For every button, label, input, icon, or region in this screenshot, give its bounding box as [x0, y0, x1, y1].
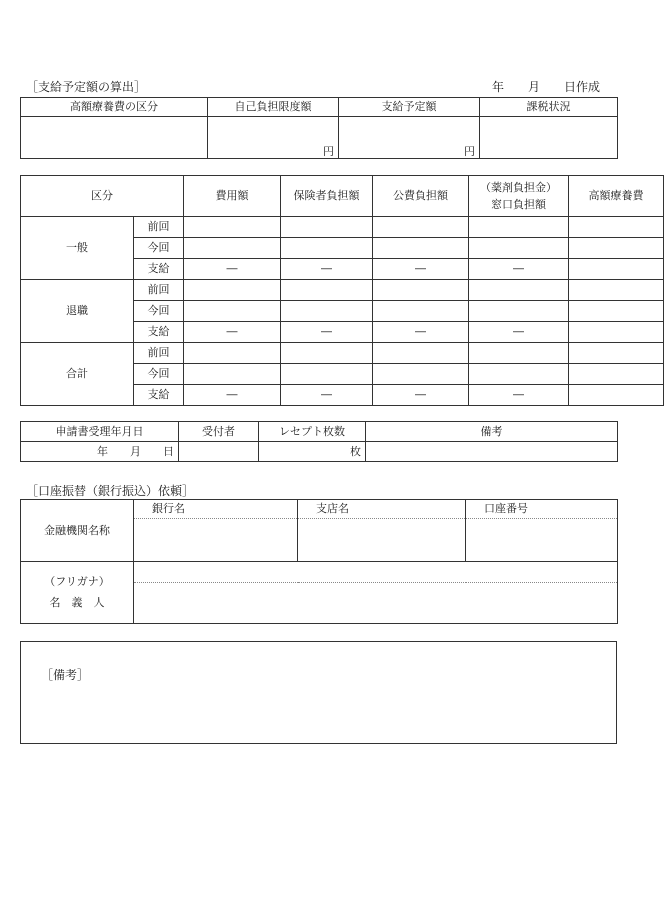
amount-table [20, 175, 664, 406]
digit-cell[interactable] [569, 364, 664, 385]
institution-label: 金融機関名称 [21, 500, 134, 562]
dash-cell: ― [281, 322, 373, 343]
digit-cell[interactable] [469, 238, 569, 259]
digit-cell[interactable] [569, 301, 664, 322]
row-label: 前回 [134, 343, 184, 364]
receipt-table [20, 421, 618, 462]
holder-label: 名 義 人 [49, 595, 105, 609]
limit-cell[interactable] [208, 117, 339, 159]
category-cell[interactable] [21, 117, 208, 159]
remarks-box[interactable] [20, 641, 617, 744]
digit-cell[interactable] [281, 364, 373, 385]
header-insurer: 保険者負担額 [281, 176, 373, 217]
digit-cell[interactable] [569, 238, 664, 259]
header-scheduled: 支給予定額 [339, 98, 480, 117]
header-limit: 自己負担限度額 [208, 98, 339, 117]
digit-cell[interactable] [184, 217, 281, 238]
dash-cell: ― [184, 322, 281, 343]
digit-cell[interactable] [184, 280, 281, 301]
tax-cell[interactable] [480, 117, 618, 159]
bank-name-label: 銀行名 [134, 500, 298, 519]
receipt-count-cell[interactable]: 枚 [259, 442, 366, 462]
row-label: 前回 [134, 217, 184, 238]
digit-cell[interactable] [281, 217, 373, 238]
holder-input[interactable] [134, 583, 618, 624]
scheduled-cell[interactable] [339, 117, 480, 159]
row-label: 今回 [134, 238, 184, 259]
notes-cell[interactable] [366, 442, 618, 462]
account-no-label: 口座番号 [466, 500, 618, 519]
digit-cell[interactable] [184, 301, 281, 322]
digit-cell[interactable] [373, 238, 469, 259]
bank-name-input[interactable] [134, 519, 298, 562]
digit-cell[interactable] [373, 301, 469, 322]
header-high-cost: 高額療養費 [569, 176, 664, 217]
group-label: 合計 [21, 343, 134, 406]
dash-cell: ― [373, 322, 469, 343]
creation-date: 年 月 日作成 [492, 80, 601, 94]
header-counter-line2: 窓口負担額 [491, 198, 546, 211]
digit-cell[interactable] [469, 364, 569, 385]
receipt-date-cell[interactable]: 年 月 日 [21, 442, 179, 462]
digit-cell[interactable] [469, 217, 569, 238]
dash-cell: ― [373, 385, 469, 406]
header-category: 高額療養費の区分 [21, 98, 208, 117]
digit-cell[interactable] [281, 343, 373, 364]
digit-cell[interactable] [281, 301, 373, 322]
remarks-label: ［備考］ [41, 668, 90, 682]
receiver-cell[interactable] [179, 442, 259, 462]
digit-cell[interactable] [569, 322, 664, 343]
dash-cell: ― [373, 259, 469, 280]
header-receipt-date: 申請書受理年月日 [21, 422, 179, 442]
row-label: 支給 [134, 385, 184, 406]
header-receiver: 受付者 [179, 422, 259, 442]
branch-name-input[interactable] [298, 519, 466, 562]
dash-cell: ― [469, 259, 569, 280]
holder-label-cell [21, 562, 134, 624]
group-label: 退職 [21, 280, 134, 343]
benefit-table [20, 97, 618, 159]
row-label: 支給 [134, 322, 184, 343]
row-label: 支給 [134, 259, 184, 280]
yen-unit: 円 [323, 144, 334, 158]
header-counter-line1: （薬剤負担金） [480, 180, 557, 194]
digit-cell[interactable] [373, 343, 469, 364]
dash-cell: ― [281, 259, 373, 280]
yen-unit: 円 [464, 144, 475, 158]
digit-cell[interactable] [569, 217, 664, 238]
furigana-input[interactable] [134, 562, 618, 583]
header-kubun: 区分 [21, 176, 184, 217]
section-title-bank: ［口座振替（銀行振込）依頼］ [26, 484, 195, 498]
digit-cell[interactable] [184, 364, 281, 385]
digit-cell[interactable] [469, 301, 569, 322]
branch-name-label: 支店名 [298, 500, 466, 519]
furigana-label: （フリガナ） [44, 574, 110, 588]
dash-cell: ― [469, 322, 569, 343]
row-label: 前回 [134, 280, 184, 301]
account-no-input[interactable] [466, 519, 618, 562]
header-cost: 費用額 [184, 176, 281, 217]
digit-cell[interactable] [469, 343, 569, 364]
digit-cell[interactable] [469, 280, 569, 301]
row-label: 今回 [134, 364, 184, 385]
digit-cell[interactable] [373, 217, 469, 238]
dash-cell: ― [184, 385, 281, 406]
header-tax: 課税状況 [480, 98, 618, 117]
header-public: 公費負担額 [373, 176, 469, 217]
bank-table [20, 499, 618, 624]
header-counter [469, 176, 569, 217]
digit-cell[interactable] [569, 280, 664, 301]
digit-cell[interactable] [281, 238, 373, 259]
digit-cell[interactable] [281, 280, 373, 301]
dash-cell: ― [469, 385, 569, 406]
group-label: 一般 [21, 217, 134, 280]
digit-cell[interactable] [184, 343, 281, 364]
dash-cell: ― [281, 385, 373, 406]
digit-cell[interactable] [184, 238, 281, 259]
dash-cell: ― [184, 259, 281, 280]
digit-cell[interactable] [373, 364, 469, 385]
header-receipt-count: レセプト枚数 [259, 422, 366, 442]
section-title-calc: ［支給予定額の算出］ [26, 80, 147, 94]
digit-cell[interactable] [569, 343, 664, 364]
digit-cell[interactable] [569, 385, 664, 406]
digit-cell[interactable] [373, 280, 469, 301]
row-label: 今回 [134, 301, 184, 322]
header-notes: 備考 [366, 422, 618, 442]
digit-cell[interactable] [569, 259, 664, 280]
